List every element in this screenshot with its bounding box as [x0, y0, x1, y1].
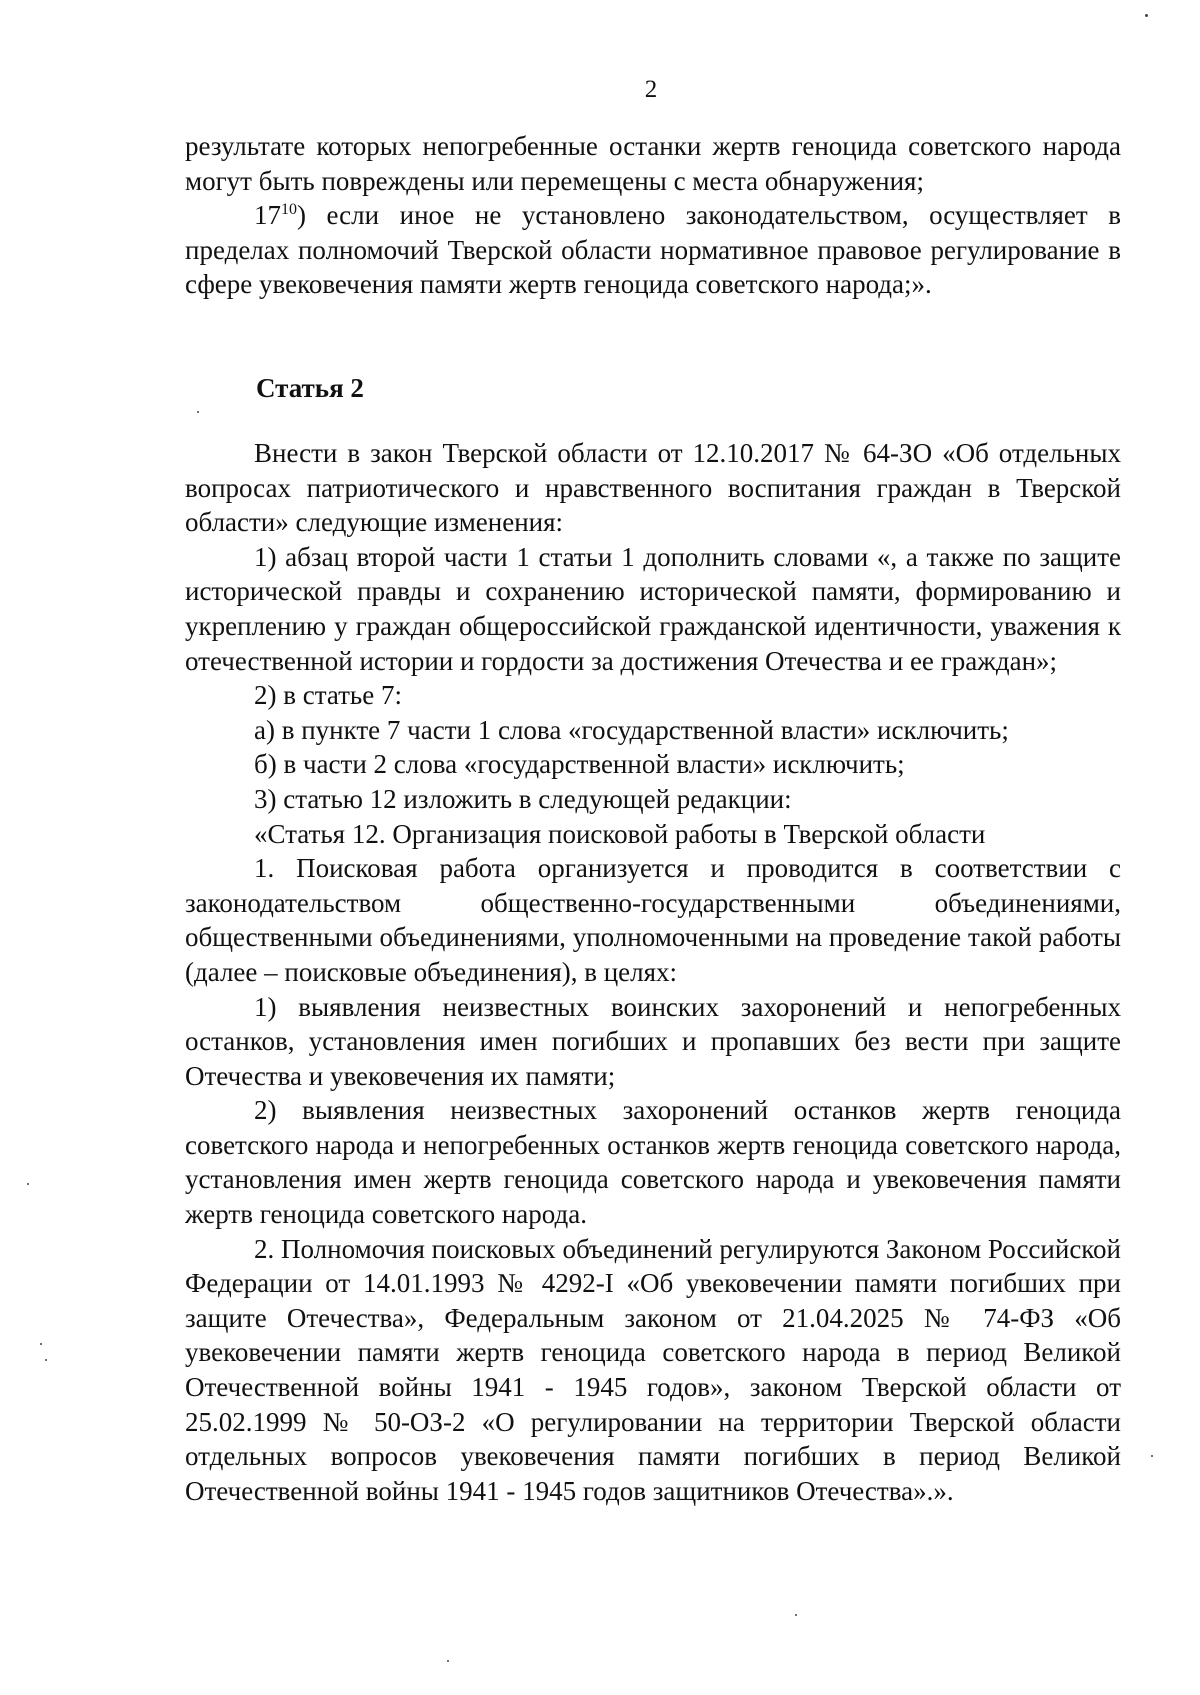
paragraph-item-1: 1) абзац второй части 1 статьи 1 дополнить словами «, а также по защите исторической правды и сохранению исторической памяти, формированию и укреплению у граждан общероссийской гражданской идентичности, уважения к отечественной истории и гордости за достижения Отечества и ее граждан»;	[185, 541, 1121, 676]
paragraph-intro: Внести в закон Тверской области от 12.10.2017 № 64-ЗО «Об отдельных вопросах патриотического и нравственного воспитания граждан в Тверской области» следующие изменения:	[185, 438, 1121, 538]
scan-speck	[795, 1614, 797, 1616]
paragraph-item-17-10	[185, 198, 1121, 302]
article-heading: Статья 2	[256, 373, 364, 403]
paragraph-item-2: 2) в статье 7:	[254, 680, 402, 711]
paragraph-item-3: 3) статью 12 изложить в следующей редакции:	[254, 783, 792, 814]
paragraph: результате которых непогребенные останки жертв геноцида советского народа могут быть повреждены или перемещены с места обнаружения;	[185, 131, 1121, 196]
paragraph-part-1-item-2: 2) выявления неизвестных захоронений останков жертв геноцида советского народа и непогребенных останков жертв геноцида советского народа, установления имен жертв геноцида советского народа и увековечения памяти жертв геноцида советского народа.	[185, 1095, 1121, 1230]
paragraph-part-1-item-1: 1) выявления неизвестных воинских захоронений и непогребенных останков, установления имен погибших и пропавших без вести при защите Отечества и увековечения их памяти;	[185, 991, 1121, 1091]
paragraph-item-b: б) в части 2 слова «государственной власти» исключить;	[254, 749, 905, 780]
article-2-body	[185, 436, 1121, 1508]
scan-speck	[27, 1183, 29, 1185]
paragraph-part-1: 1. Поисковая работа организуется и проводится в соответствии с законодательством общественно-государственными объединениями, общественными объединениями, уполномоченными на проведение такой работы (далее – поисковые объединения), в целях:	[185, 853, 1121, 987]
scan-speck	[197, 411, 199, 413]
paragraph-item-a: а) в пункте 7 части 1 слова «государственной власти» исключить;	[254, 714, 1009, 745]
scan-speck	[447, 1660, 449, 1662]
scan-speck	[1145, 14, 1148, 17]
scan-speck	[1151, 1455, 1153, 1457]
scan-speck	[40, 1343, 42, 1345]
item-superscript: 10	[281, 201, 297, 219]
item-text: ) если иное не установлено законодательством, осуществляет в пределах полномочий Тверской области нормативное правовое регулирование в сфере увековечения памяти жертв геноцида советского народа;».	[185, 200, 1121, 300]
paragraph-article-12-title: «Статья 12. Организация поисковой работы в Тверской области	[254, 818, 986, 849]
page-number: 2	[644, 76, 658, 103]
article-1-tail	[185, 129, 1121, 302]
scan-speck	[45, 1359, 47, 1361]
paragraph-part-2: 2. Полномочия поисковых объединений регулируются Законом Российской Федерации от 14.01.1993 № 4292-I «Об увековечении памяти погибших при защите Отечества», Федеральным законом от 21.04.2025 № 74-ФЗ «Об увековечении памяти жертв геноцида советского народа в период Великой Отечественной войны 1941 - 1945 годов», законом Тверской области от 25.02.1999 № 50-ОЗ-2 «О регулировании на территории Тверской области отдельных вопросов увековечения памяти погибших в период Великой Отечественной войны 1941 - 1945 годов защитников Отечества».».	[185, 1233, 1121, 1506]
item-number: 17	[254, 200, 281, 231]
